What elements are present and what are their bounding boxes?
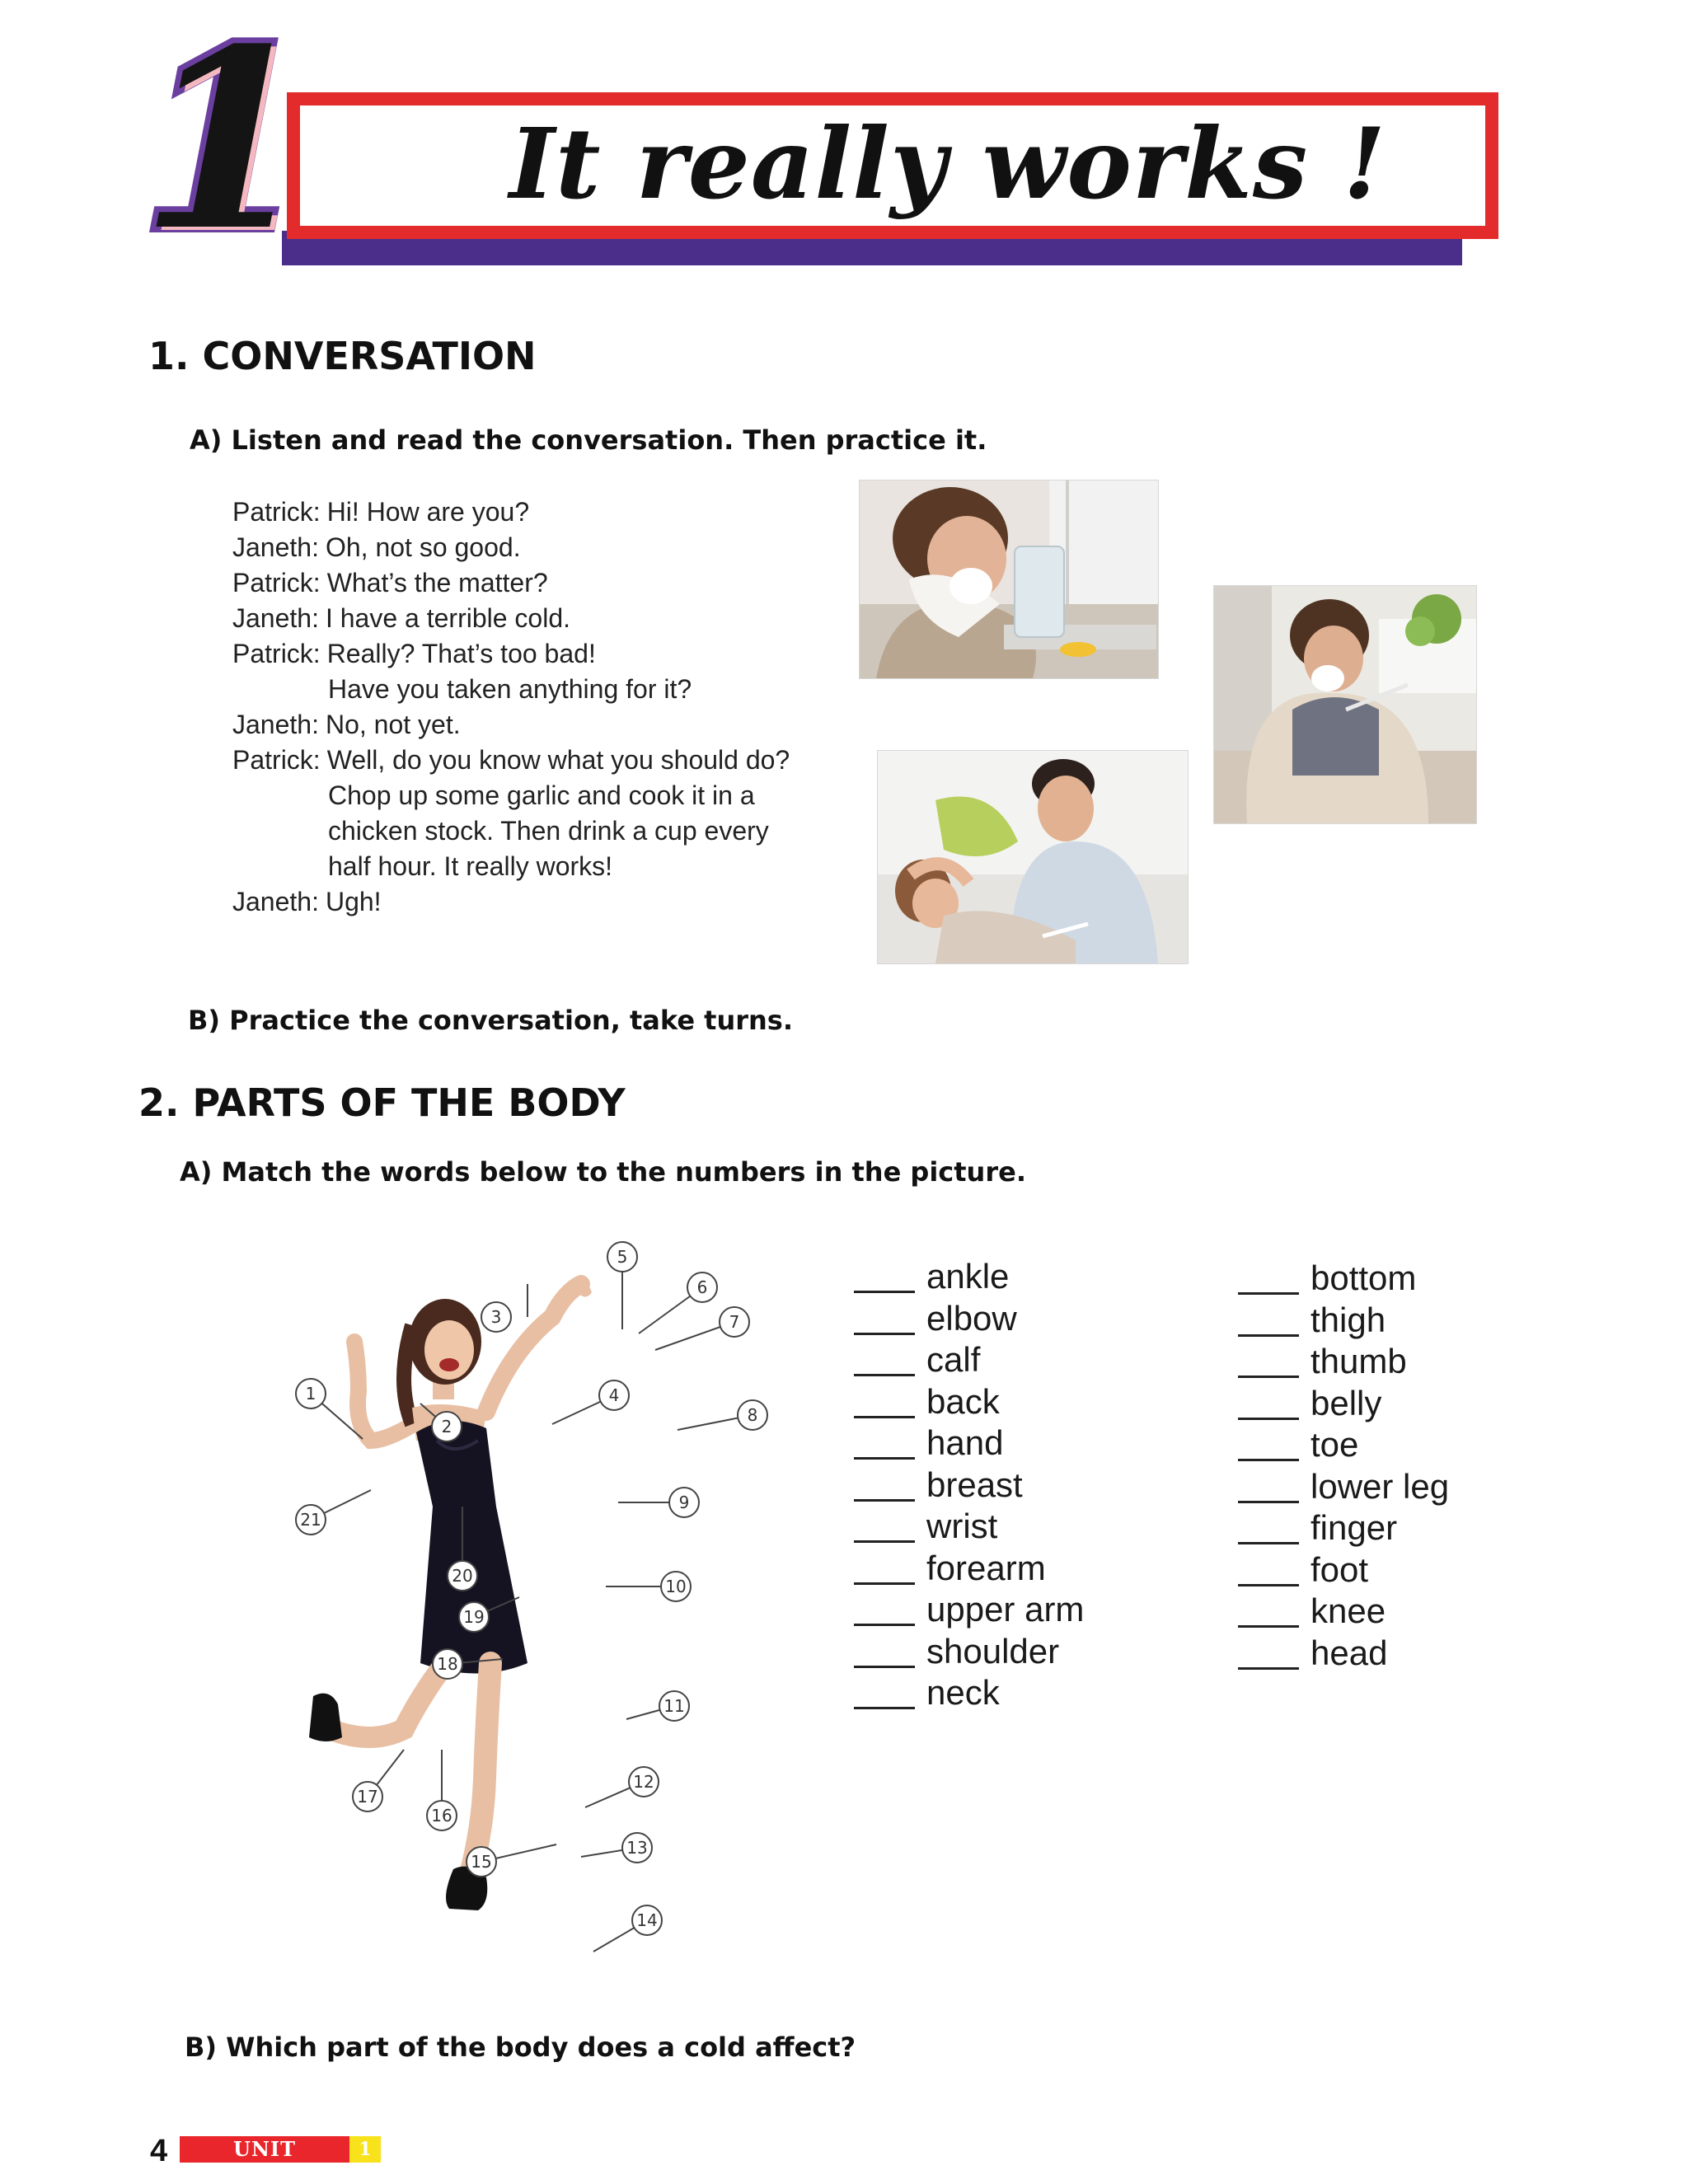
answer-blank[interactable]: [854, 1416, 915, 1418]
conversation-line: [232, 743, 859, 778]
speech-text: Well, do you know what you should do?: [326, 745, 790, 775]
word-item: [1238, 1591, 1449, 1633]
unit-number-large: 1: [140, 0, 312, 285]
word-label: forearm: [926, 1548, 1046, 1587]
body-parts-diagram: [280, 1235, 791, 1976]
word-item: [1238, 1383, 1449, 1425]
speech-text: Oh, not so good.: [325, 532, 521, 562]
callout-16: [427, 1750, 457, 1830]
callout-number: 7: [729, 1312, 740, 1332]
answer-blank[interactable]: [1238, 1501, 1299, 1503]
conversation-line: [232, 601, 859, 636]
word-item: [1238, 1341, 1449, 1383]
instruction-listen-read: A) Listen and read the conversation. Then practice it.: [190, 424, 987, 456]
word-label: elbow: [926, 1298, 1017, 1338]
callout-3: [481, 1284, 528, 1332]
conversation-line: [232, 565, 859, 601]
callout-4: [552, 1380, 629, 1424]
callout-number: 17: [357, 1787, 378, 1807]
conversation-line: [232, 494, 859, 530]
callout-9: [618, 1488, 699, 1517]
callout-number: 3: [490, 1307, 502, 1327]
callout-8: [678, 1400, 767, 1430]
callout-5: [607, 1242, 637, 1329]
photo-woman-sneezing: [859, 480, 1159, 679]
speech-text: Hi! How are you?: [326, 497, 530, 527]
conversation: [232, 494, 859, 920]
word-label: neck: [926, 1673, 1000, 1712]
word-item: [1238, 1258, 1449, 1300]
speech-text: Really? That’s too bad!: [326, 639, 596, 668]
answer-blank[interactable]: [1238, 1667, 1299, 1670]
callout-15: [467, 1844, 556, 1877]
answer-blank[interactable]: [1238, 1292, 1299, 1295]
callout-21: [296, 1490, 371, 1535]
callout-6: [639, 1272, 717, 1333]
callout-number: 1: [305, 1384, 316, 1404]
word-label: head: [1311, 1633, 1388, 1672]
answer-blank[interactable]: [1238, 1418, 1299, 1420]
answer-blank[interactable]: [854, 1582, 915, 1585]
callout-13: [581, 1833, 652, 1863]
answer-blank[interactable]: [854, 1540, 915, 1543]
word-label: wrist: [926, 1507, 998, 1545]
callout-number: 4: [608, 1385, 620, 1405]
speech-text: Ugh!: [325, 887, 382, 916]
word-label: bottom: [1311, 1258, 1417, 1297]
word-label: ankle: [926, 1257, 1010, 1296]
callout-14: [593, 1905, 662, 1952]
word-item: [1238, 1466, 1449, 1508]
answer-blank[interactable]: [854, 1333, 915, 1335]
answer-blank[interactable]: [854, 1374, 915, 1376]
word-label: toe: [1311, 1425, 1359, 1464]
word-item: [854, 1589, 1084, 1631]
speaker-name: Janeth:: [232, 710, 319, 739]
callout-number: 20: [452, 1566, 473, 1586]
photo-man-checking-thermometer: [877, 750, 1189, 964]
callout-17: [353, 1750, 404, 1811]
page-number: 4: [150, 2134, 168, 2168]
speaker-name: Patrick:: [232, 639, 321, 668]
callout-number: 6: [696, 1277, 708, 1297]
speaker-name: Janeth:: [232, 887, 319, 916]
word-item: [1238, 1424, 1449, 1466]
answer-blank[interactable]: [854, 1457, 915, 1460]
answer-blank[interactable]: [854, 1499, 915, 1502]
word-item: [854, 1465, 1084, 1507]
word-item: [1238, 1633, 1449, 1675]
callout-number: 12: [633, 1772, 654, 1792]
callout-number: 14: [636, 1910, 658, 1930]
answer-blank[interactable]: [1238, 1625, 1299, 1628]
answer-blank[interactable]: [1238, 1376, 1299, 1378]
word-item: [854, 1298, 1084, 1340]
callout-number: 15: [471, 1852, 492, 1872]
speaker-name: Patrick:: [232, 497, 321, 527]
answer-blank[interactable]: [854, 1707, 915, 1709]
word-item: [1238, 1549, 1449, 1591]
word-label: calf: [926, 1340, 981, 1379]
word-label: hand: [926, 1423, 1004, 1462]
callout-number: 21: [300, 1510, 321, 1530]
speech-continuation: half hour. It really works!: [328, 851, 613, 881]
conversation-line: [232, 530, 859, 565]
word-item: [854, 1339, 1084, 1381]
speech-text: I have a terrible cold.: [325, 603, 571, 633]
word-item: [1238, 1507, 1449, 1549]
word-label: finger: [1311, 1508, 1398, 1547]
photo-woman-blanket-thermometer: [1213, 585, 1477, 824]
callout-number: 13: [626, 1838, 648, 1858]
word-item: [854, 1381, 1084, 1423]
answer-blank[interactable]: [1238, 1584, 1299, 1586]
speaker-name: Patrick:: [232, 568, 321, 598]
word-item: [854, 1672, 1084, 1714]
word-label: thumb: [1311, 1342, 1407, 1380]
answer-blank[interactable]: [1238, 1542, 1299, 1544]
speech-text: No, not yet.: [325, 710, 461, 739]
speaker-name: Janeth:: [232, 603, 319, 633]
word-label: breast: [926, 1465, 1023, 1504]
word-label: belly: [1311, 1383, 1382, 1422]
instruction-practice-conversation: B) Practice the conversation, take turns.: [188, 1005, 793, 1036]
word-list-left: [854, 1256, 1084, 1714]
speaker-name: Janeth:: [232, 532, 319, 562]
unit-footer-label: UNIT: [233, 2137, 296, 2161]
section-heading-conversation: 1. CONVERSATION: [148, 334, 537, 378]
answer-blank[interactable]: [1238, 1334, 1299, 1337]
speech-continuation: chicken stock. Then drink a cup every: [328, 816, 769, 846]
word-label: lower leg: [1311, 1466, 1450, 1506]
page-title: It really works !: [509, 106, 1387, 221]
answer-blank[interactable]: [854, 1291, 915, 1293]
speaker-name: Patrick:: [232, 745, 321, 775]
callout-number: 10: [665, 1577, 687, 1596]
callout-number: 11: [663, 1696, 685, 1716]
callout-number: 2: [441, 1417, 452, 1436]
speech-continuation: Have you taken anything for it?: [328, 674, 692, 704]
answer-blank[interactable]: [854, 1666, 915, 1668]
word-label: foot: [1311, 1549, 1369, 1589]
conversation-line: [232, 884, 859, 920]
callout-12: [585, 1767, 659, 1807]
conversation-line: [232, 636, 859, 672]
word-label: upper arm: [926, 1590, 1085, 1629]
callout-7: [655, 1307, 749, 1350]
callout-number: 8: [747, 1405, 758, 1425]
callout-number: 19: [463, 1607, 485, 1627]
callout-number: 18: [437, 1654, 458, 1674]
speech-text: What’s the matter?: [326, 568, 548, 598]
callout-number: 5: [617, 1247, 628, 1267]
question-cold-affect: B) Which part of the body does a cold affect?: [185, 2032, 856, 2063]
callout-10: [606, 1572, 691, 1601]
callout-number: 9: [678, 1493, 690, 1512]
word-item: [854, 1506, 1084, 1548]
word-label: back: [926, 1381, 1000, 1421]
word-item: [854, 1256, 1084, 1298]
word-label: knee: [1311, 1591, 1386, 1630]
unit-footer-number: 1: [359, 2139, 372, 2160]
word-label: thigh: [1311, 1300, 1386, 1339]
instruction-match-words: A) Match the words below to the numbers in the picture.: [180, 1156, 1026, 1188]
word-item: [854, 1631, 1084, 1673]
word-list-right: [1238, 1258, 1449, 1674]
word-item: [854, 1422, 1084, 1465]
callout-11: [626, 1691, 689, 1721]
word-label: shoulder: [926, 1631, 1060, 1671]
answer-blank[interactable]: [854, 1624, 915, 1626]
conversation-line: [232, 707, 859, 743]
speech-continuation: Chop up some garlic and cook it in a: [328, 780, 755, 810]
word-item: [1238, 1300, 1449, 1342]
answer-blank[interactable]: [1238, 1459, 1299, 1461]
section-heading-parts-of-body: 2. PARTS OF THE BODY: [138, 1080, 626, 1125]
callout-number: 16: [431, 1806, 452, 1825]
word-item: [854, 1548, 1084, 1590]
